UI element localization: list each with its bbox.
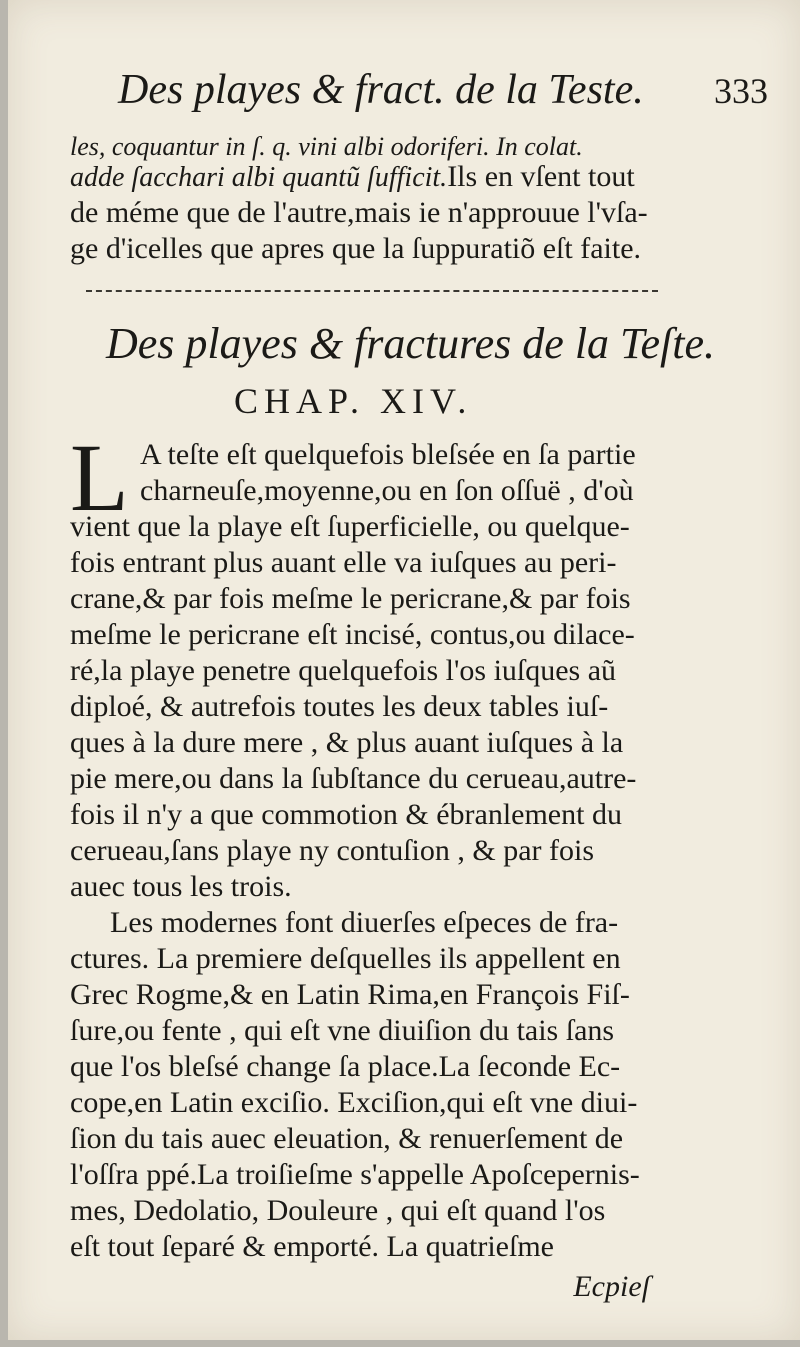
body-line: l'oſſra ppé.La troiſieſme s'appelle Apoſcepernis-	[70, 1158, 640, 1191]
body-line: charneuſe,moyenne,ou en ſon oſſuë , d'où	[140, 474, 634, 507]
page-number: 333	[714, 71, 768, 111]
running-head	[88, 62, 768, 122]
body-line: ſure,ou fente , qui eſt vne diuiſion du tais ſans	[70, 1014, 615, 1047]
body-line: auec tous les trois.	[70, 870, 292, 903]
body-line: ſion du tais auec eleuation, & renuerſement de	[70, 1122, 624, 1155]
body-line: fois entrant plus auant elle va iuſques au peri-	[70, 546, 617, 579]
body-line: Les modernes font diuerſes eſpeces de fra-	[110, 906, 619, 939]
body-line: que l'os bleſsé change ſa place.La ſeconde Ec-	[70, 1050, 621, 1083]
body-line: ques à la dure mere , & plus auant iuſques à la	[70, 726, 624, 759]
body-line: A teſte eſt quelquefois bleſsée en ſa partie	[140, 438, 636, 471]
body-line: diploé, & autrefois toutes les deux tables iuſ-	[70, 690, 609, 723]
book-page	[8, 0, 800, 1340]
chapter-heading: CHAP. XIV.	[234, 381, 473, 421]
drop-cap: L	[70, 424, 129, 531]
body-line: vient que la playe eſt ſuperficielle, ou quelque-	[70, 510, 630, 543]
section-title: Des playes & fractures de la Teſte.	[106, 319, 715, 368]
catchword: Ecpieſ	[573, 1270, 650, 1303]
prior-text-line: de méme que de l'autre,mais ie n'approuue l'vſa-	[70, 196, 648, 229]
body-line: cope,en Latin exciſio. Exciſion,qui eſt vne diui-	[70, 1086, 638, 1119]
body-line: ctures. La premiere deſquelles ils appellent en	[70, 942, 621, 975]
running-head-title: Des playes & fract. de la Teste.	[118, 67, 644, 113]
body-line: fois il n'y a que commotion & ébranlement du	[70, 798, 622, 831]
body-line: meſme le pericrane eſt incisé, contus,ou dilace-	[70, 618, 635, 651]
body-line: crane,& par fois meſme le pericrane,& par fois	[70, 582, 631, 615]
prior-text-line: adde ſacchari albi quantũ ſufficit.Ils en vſent tout	[70, 160, 635, 193]
body-line: mes, Dedolatio, Douleure , qui eſt quand l'os	[70, 1194, 606, 1227]
body-line: ré,la playe penetre quelquefois l'os iuſques aũ	[70, 654, 617, 687]
body-line: pie mere,ou dans la ſubſtance du cerueau,autre-	[70, 762, 637, 795]
section-divider	[86, 290, 658, 292]
body-line: cerueau,ſans playe ny contuſion , & par fois	[70, 834, 595, 867]
prior-text-line: ge d'icelles que apres que la ſuppuratiõ eſt faite.	[70, 232, 642, 265]
prior-text-line: les, coquantur in ſ. q. vini albi odoriferi. In colat.	[70, 132, 583, 161]
body-line: eſt tout ſeparé & emporté. La quatrieſme	[70, 1230, 554, 1263]
body-line: Grec Rogme,& en Latin Rima,en François Fiſ-	[70, 978, 630, 1011]
